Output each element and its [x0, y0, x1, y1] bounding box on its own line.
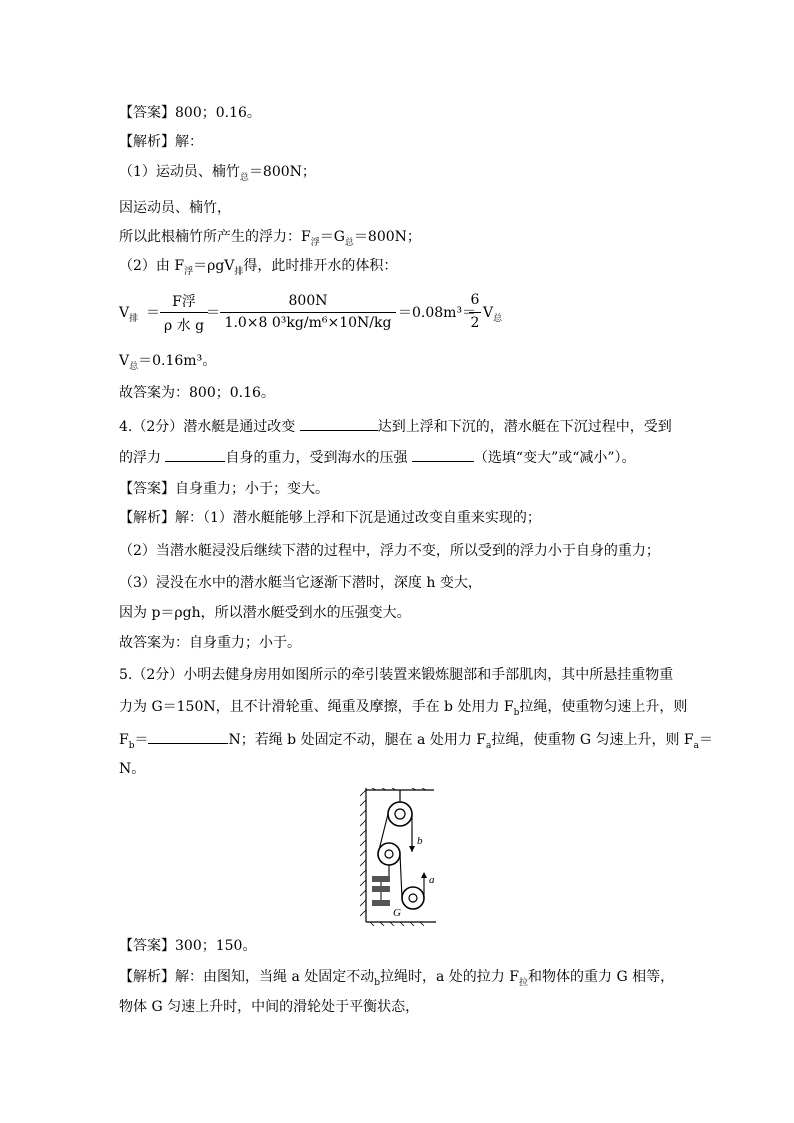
analysis-line: 【解析】解：由图知，当绳 a 处固定不动$_b$拉绳时，a 处的拉力 $F_拉$和物体的重力 G 相等， — [119, 969, 675, 988]
wall-hatching — [360, 788, 426, 926]
answer-blank[interactable] — [412, 447, 474, 462]
answer-q3: 【答案】800；0.16。 — [119, 105, 261, 121]
label-b: b — [417, 835, 423, 847]
bottom-pulley — [402, 887, 424, 909]
analysis-line: （2）当潜水艇浸没后继续下潜的过程中，浮力不变，所以受到的浮力小于自身的重力； — [119, 543, 660, 559]
analysis-line: 因为 p＝ρgh，所以潜水艇受到水的压强变大。 — [119, 605, 411, 621]
analysis-heading-q3: 【解析】解： — [119, 134, 203, 150]
pulley-diagram — [360, 788, 440, 926]
answer-q5: 【答案】300；150。 — [119, 938, 257, 954]
analysis-line: 物体 G 匀速上升时，中间的滑轮处于平衡状态， — [119, 999, 420, 1015]
fraction-numerator: F浮 — [172, 294, 196, 310]
answer-blank[interactable] — [148, 729, 228, 744]
question-4-cont: 的浮力 自身的重力，受到海水的压强 （选填“变大”或“减小”）。 — [119, 447, 636, 467]
question-5-cont: $F_b= N$；若绳 b 处固定不动，腿在 a 处用力 $F_a$拉绳，使重物 G 匀速上升，则 $F_a=$ — [119, 729, 713, 755]
weight-plate — [372, 900, 390, 906]
formula-eq: ＝ — [146, 305, 160, 321]
answer-summary-q4: 故答案为：自身重力；小于。 — [119, 635, 301, 651]
answer-q4: 【答案】自身重力；小于；变大。 — [119, 481, 329, 497]
formula-tail: $V_总$ — [483, 305, 503, 324]
analysis-line: 所以此根楠竹所产生的浮力：$F_浮=G_总=800N$； — [119, 229, 421, 248]
formula-eq: ＝ — [206, 305, 220, 321]
answer-blank[interactable] — [165, 447, 225, 462]
fraction-bar — [469, 312, 481, 313]
fraction-denominator: ρ 水 g — [163, 318, 205, 334]
question-5-cont: N。 — [119, 761, 146, 777]
question-4: 4.（2分）潜水艇是通过改变 达到上浮和下沉的，潜水艇在下沉过程中，受到 — [119, 416, 672, 436]
weight-plate — [372, 876, 390, 882]
weight-plate — [372, 886, 390, 892]
analysis-line: 因运动员、楠竹， — [119, 200, 231, 216]
question-5: 5.（2分）小明去健身房用如图所示的牵引装置来锻炼腿部和手部肌肉，其中所悬挂重物重 — [119, 667, 674, 683]
fraction-bar — [220, 312, 396, 313]
fixed-pulley — [388, 802, 412, 826]
fraction-numerator: 6 — [470, 292, 480, 308]
movable-pulley — [378, 843, 400, 865]
answer-summary-q3: 故答案为：800；0.16。 — [119, 385, 275, 401]
fraction-denominator: 1.0×8 0³kg/m⁶×10N/kg — [224, 315, 392, 331]
fraction-bar — [160, 312, 208, 313]
label-a: a — [429, 874, 435, 886]
analysis-line: （2）由 $F_浮=\rho gV_排$得，此时排开水的体积： — [119, 258, 398, 277]
label-g: G — [393, 907, 401, 919]
question-5-cont: 力为 G＝150N，且不计滑轮重、绳重及摩擦，手在 b 处用力 $F_b$拉绳，使重物匀速上升，则 — [119, 699, 688, 718]
analysis-line: $V_总=0.16m^3$。 — [119, 353, 217, 372]
analysis-line: （3）浸没在水中的潜水艇当它逐渐下潜时，深度 h 变大， — [119, 575, 482, 591]
formula-result: ＝0.08m³＝ — [398, 305, 477, 321]
analysis-line: （1）运动员、楠竹$_总$＝800N； — [119, 164, 316, 183]
answer-blank[interactable] — [300, 416, 378, 431]
fraction-numerator: 800N — [288, 293, 328, 309]
fraction-denominator: 2 — [470, 315, 480, 331]
formula-v: $V_排$ — [119, 305, 139, 324]
analysis-line: 【解析】解：（1）潜水艇能够上浮和下沉是通过改变自重来实现的； — [119, 510, 541, 526]
